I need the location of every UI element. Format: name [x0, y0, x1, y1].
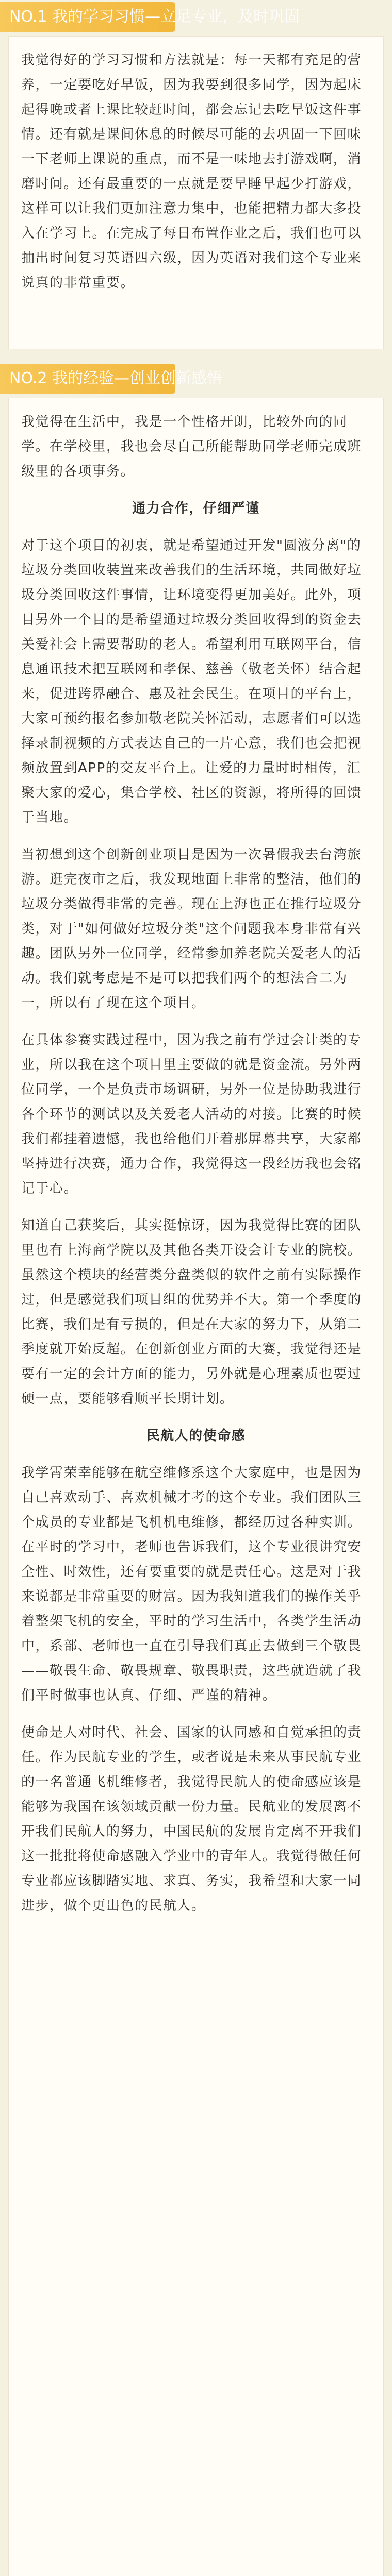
section-2-paragraph-1: 我觉得在生活中，我是一个性格开朗，比较外向的同学。在学校里，我也会尽自己所能帮助同学老师完成班级里的各项事务。 [21, 414, 362, 479]
section-2-subheading-1: 通力合作，仔细严谨 [132, 501, 260, 516]
section-2-paragraph-7: 使命是人对时代、社会、国家的认同感和自觉承担的责任。作为民航专业的学生，或者说是未来从事民航专业的一名普通飞机维修者，我觉得民航人的使命感应该是能够为我国在该领域贡献一份力量。民航业的发展离不开我们民航人的努力，中国民航的发展肯定离不开我们这一批批将使命感融入学业中的青年人。我觉得做任何专业都应该脚踏实地、求真、务实，我希望和大家一同进步，做个更出色的民航人。 [21, 1725, 362, 1913]
section-2-paragraph-2: 对于这个项目的初衷，就是希望通过开发"圆液分离"的垃圾分类回收装置来改善我们的生活环境，共同做好垃圾分类回收这件事情，让环境变得更加美好。此外，项目另外一个目的是希望通过垃圾分类回收得到的资金去关爱社会上需要帮助的老人。希望利用互联网平台，信息通讯技术把互联网和孝保、慈善（敬老关怀）结合起来，促进跨界融合、惠及社会民生。在项目的平台上，大家可预约报名参加敬老院关怀活动，志愿者们可以选择录制视频的方式表达自己的一片心意，我们也会把视频放置到APP的交友平台上。让爱的力量时时相传，汇聚大家的爱心，集合学校、社区的资源，将所得的回馈于当地。 [21, 538, 362, 825]
section-2-panel [8, 398, 384, 2576]
section-2-paragraph-6: 我学霄荣幸能够在航空维修系这个大家庭中，也是因为自己喜欢动手、喜欢机械才考的这个专业。我们团队三个成员的专业都是飞机机电维修，都经历过各种实训。在平时的学习中，老师也告诉我们，这个专业很讲究安全性、时效性，还有要重要的就是责任心。这是对于我来说都是非常重要的财富。因为我知道我们的操作关乎着整架飞机的安全，平时的学习生活中，各类学生活动中，系部、老师也一直在引导我们真正去做到三个敬畏——敬畏生命、敬畏规章、敬畏职责，这些就造就了我们平时做事也认真、仔细、严谨的精神。 [21, 1465, 362, 1703]
section-1-panel [8, 36, 384, 349]
section-2-title: NO.2 我的经验—创业创新感悟 [9, 369, 222, 387]
section-2-paragraph-4: 在具体参赛实践过程中，因为我之前有学过会计类的专业，所以我在这个项目里主要做的就是资金流。另外两位同学，一个是负责市场调研，另外一位是协助我进行各个环节的测试以及关爱老人活动的对接。比赛的时候我们都挂着遗憾，我也给他们开着那屏幕共享，大家都坚持进行决赛，通力合作，我觉得这一段经历我也会铭记于心。 [21, 1032, 362, 1196]
section-2-subheading-2: 民航人的使命感 [146, 1428, 246, 1444]
section-2-header [0, 364, 222, 394]
section-1-title: NO.1 我的学习习惯—立足专业，及时巩固 [9, 8, 300, 26]
section-1-paragraph-1: 我觉得好的学习习惯和方法就是：每一天都有充足的营养，一定要吃好早饭，因为我要到很多同学，因为起床起得晚或者上课比较赶时间，都会忘记去吃早饭这件事情。还有就是课间休息的时候尽可能的去巩固一下回味一下老师上课说的重点，而不是一味地去打游戏啊，消磨时间。还有最重要的一点就是要早睡早起少打游戏，这样可以让我们更加注意力集中，也能把精力都大多投入在学习上。在完成了每日布置作业之后，我们也可以抽出时间复习英语四六级，因为英语对我们这个专业来说真的非常重要。 [21, 53, 362, 291]
section-2-paragraph-3: 当初想到这个创新创业项目是因为一次暑假我去台湾旅游。逛完夜市之后，我发现地面上非常的整洁，他们的垃圾分类做得非常的完善。现在上海也正在推行垃圾分类，对于"如何做好垃圾分类"这个问题我本身非常有兴趣。团队另外一位同学，经常参加养老院关爱老人的活动。我们就考虑是不是可以把我们两个的想法合二为一，所以有了现在这个项目。 [21, 847, 362, 1011]
section-2-paragraph-5: 知道自己获奖后，其实挺惊讶，因为我觉得比赛的团队里也有上海商学院以及其他各类开设会计专业的院校。虽然这个模块的经营类分盘类似的软件之前有实际操作过，但是感觉我们项目组的优势并不大。第一个季度的比赛，我们是有亏损的，但是在大家的努力下，从第二季度就开始反超。在创新创业方面的大赛，我觉得还是要有一定的会计方面的能力，另外就是心理素质也要过硬一点，要能够看顺平长期计划。 [21, 1218, 362, 1406]
section-1-header [0, 2, 300, 32]
